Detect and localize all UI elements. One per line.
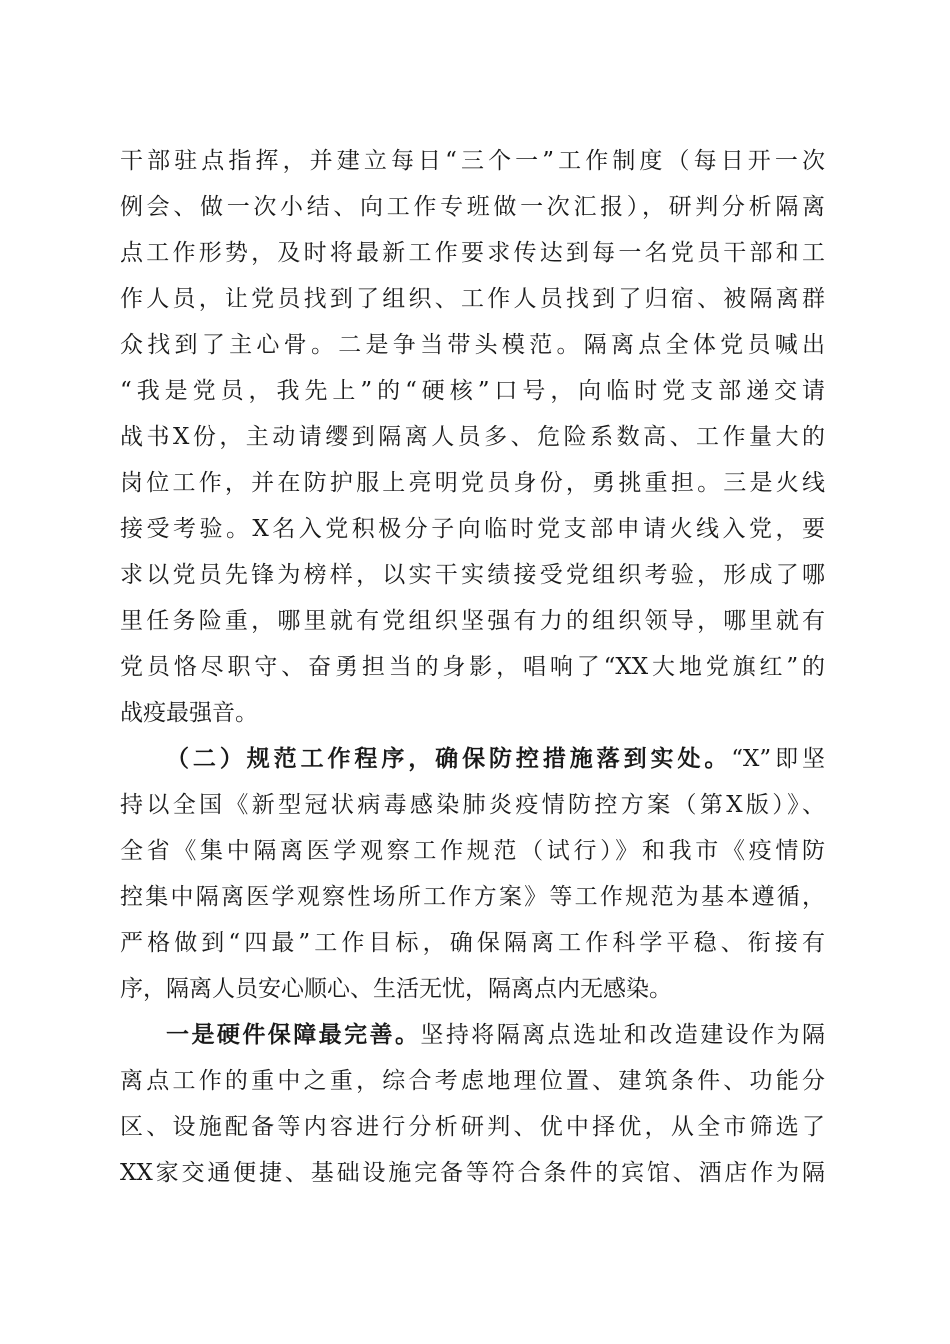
- text-line: “我是党员，我先上”的“硬核”口号，向临时党支部递交请: [120, 378, 825, 404]
- text-line: 战书X份，主动请缨到隔离人员多、危险系数高、工作量大的: [120, 424, 825, 450]
- paragraph-first-line: [166, 739, 825, 779]
- section-heading: （二）规范工作程序，确保防控措施落到实处。: [166, 745, 732, 772]
- text-line: 干部驻点指挥，并建立每日“三个一”工作制度（每日开一次: [120, 148, 825, 174]
- text-line: 岗位工作，并在防护服上亮明党员身份，勇挑重担。三是火线: [120, 470, 825, 496]
- text-line: 例会、做一次小结、向工作专班做一次汇报），研判分析隔离: [120, 194, 825, 220]
- paragraph-first-line: [166, 1015, 825, 1055]
- text-line: 里任务险重，哪里就有党组织坚强有力的组织领导，哪里就有: [120, 608, 825, 634]
- text-line: 离点工作的重中之重，综合考虑地理位置、建筑条件、功能分: [120, 1068, 825, 1094]
- text-line: 求以党员先锋为榜样，以实干实绩接受党组织考验，形成了哪: [120, 562, 825, 588]
- text-line: 接受考验。X名入党积极分子向临时党支部申请火线入党，要: [120, 516, 825, 542]
- text-line: XX家交通便捷、基础设施完备等符合条件的宾馆、酒店作为隔: [120, 1160, 825, 1186]
- text-line: 控集中隔离医学观察性场所工作方案》等工作规范为基本遵循，: [120, 884, 825, 910]
- text-line: 众找到了主心骨。二是争当带头模范。隔离点全体党员喊出: [120, 332, 825, 358]
- text-line: 点工作形势，及时将最新工作要求传达到每一名党员干部和工: [120, 240, 825, 266]
- text-line: 序，隔离人员安心顺心、生活无忧，隔离点内无感染。: [120, 976, 672, 1002]
- text-span: 坚持将隔离点选址和改造建设作为隔: [420, 1022, 826, 1048]
- subsection-heading: 一是硬件保障最完善。: [166, 1021, 421, 1048]
- text-line: 战疫最强音。: [120, 700, 258, 726]
- text-line: 持以全国《新型冠状病毒感染肺炎疫情防控方案（第X版）》、: [120, 792, 825, 818]
- text-line: 党员恪尽职守、奋勇担当的身影，唱响了“XX大地党旗红”的: [120, 654, 825, 680]
- text-line: 严格做到“四最”工作目标，确保隔离工作科学平稳、衔接有: [120, 930, 825, 956]
- text-line: 全省《集中隔离医学观察工作规范（试行）》和我市《疫情防: [120, 838, 825, 864]
- text-line: 作人员，让党员找到了组织、工作人员找到了归宿、被隔离群: [120, 286, 825, 312]
- text-span: “X”即坚: [731, 746, 826, 772]
- text-line: 区、设施配备等内容进行分析研判、优中择优，从全市筛选了: [120, 1114, 825, 1140]
